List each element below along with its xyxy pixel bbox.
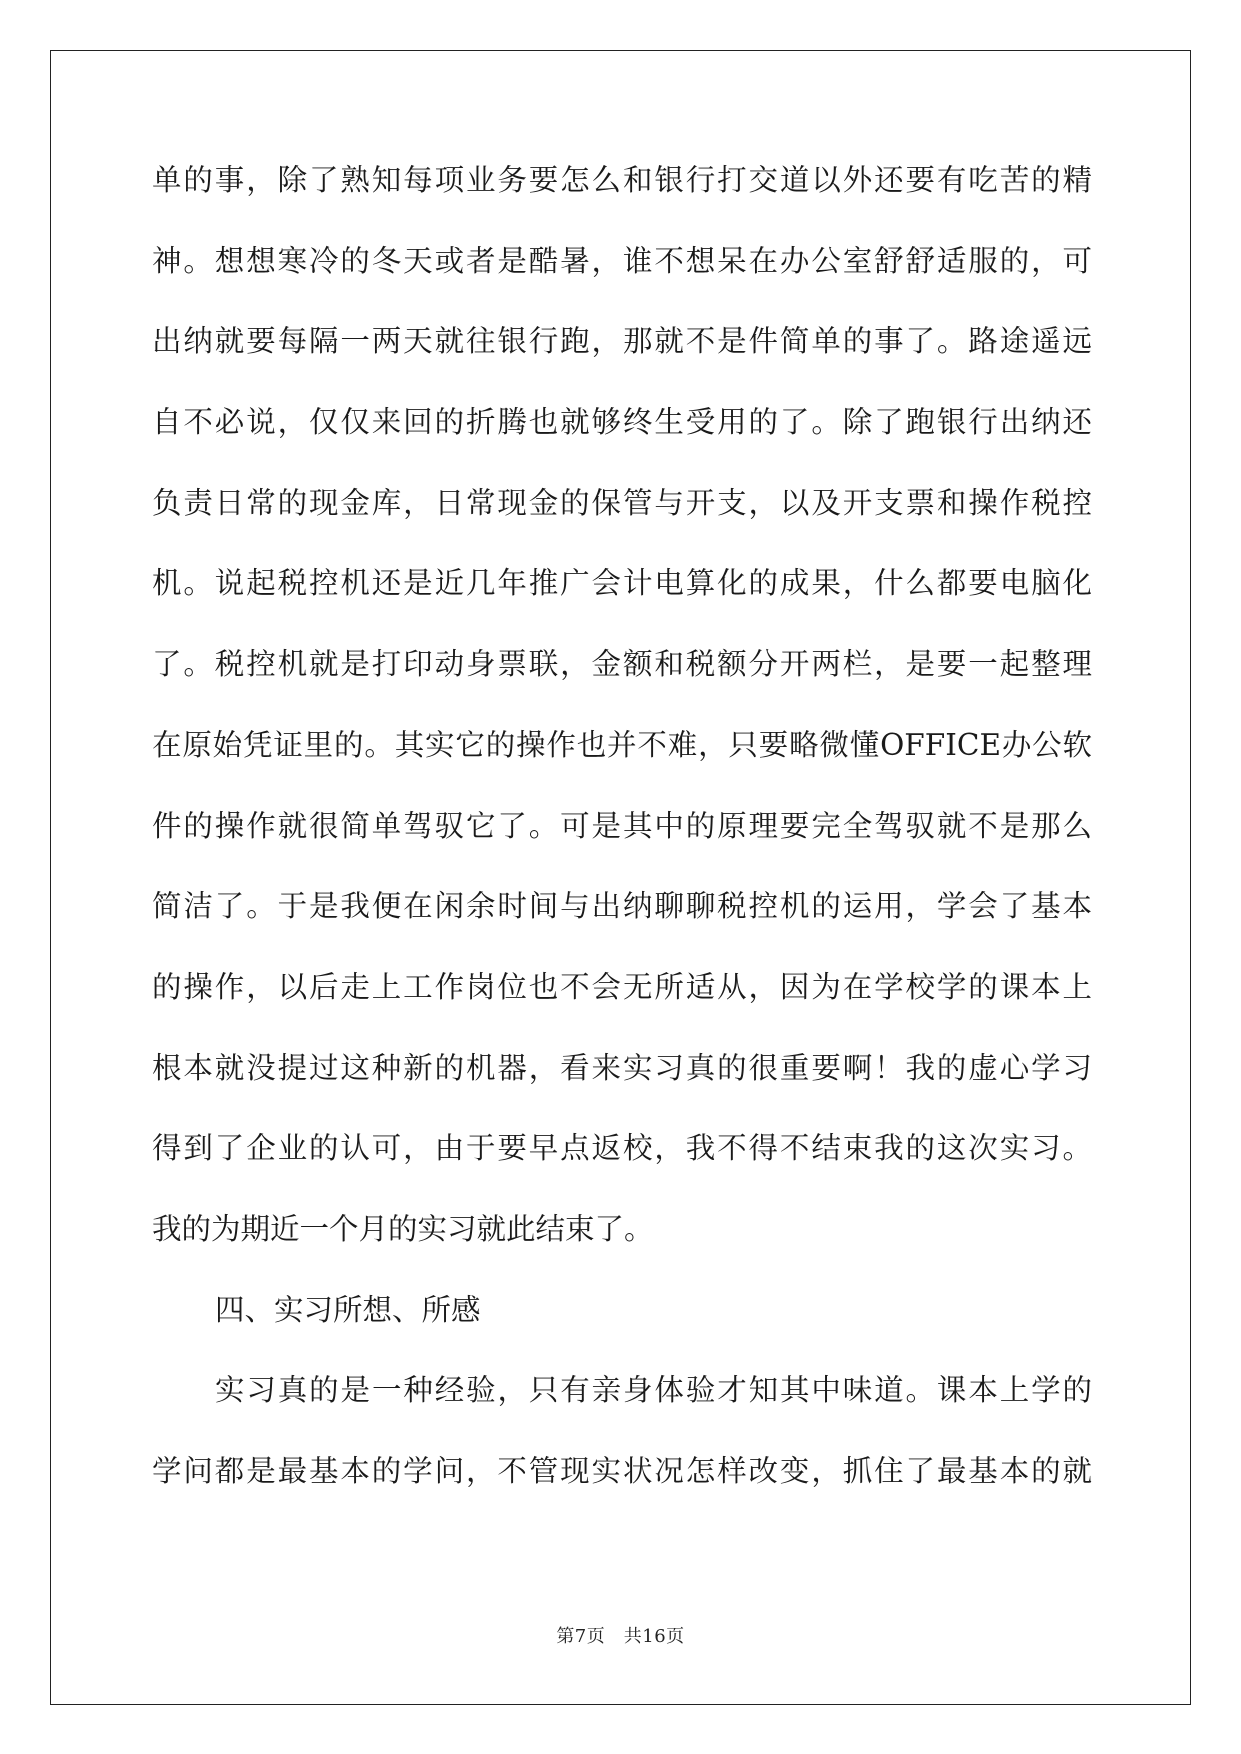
section-heading: 四、实习所想、所感 — [215, 1292, 481, 1327]
text-line: 神。想想寒冷的冬天或者是酷暑，谁不想呆在办公室舒舒适服的，可 — [152, 243, 1092, 278]
text-line: 我的为期近一个月的实习就此结束了。 — [152, 1211, 654, 1246]
page-number-footer: 第7页 共16页 — [556, 1626, 685, 1647]
text-line: 单的事，除了熟知每项业务要怎么和银行打交道以外还要有吃苦的精 — [152, 163, 1092, 197]
text-line: 的操作，以后走上工作岗位也不会无所适从，因为在学校学的课本上 — [152, 969, 1092, 1004]
text-line: 实习真的是一种经验，只有亲身体验才知其中味道。课本上学的 — [215, 1373, 1092, 1408]
body-text — [152, 160, 1092, 1532]
text-line: 在原始凭证里的。其实它的操作也并不难，只要略微懂OFFICE办公软 — [152, 727, 1092, 762]
text-line: 件的操作就很简单驾驭它了。可是其中的原理要完全驾驭就不是那么 — [152, 808, 1092, 843]
text-line: 简洁了。于是我便在闲余时间与出纳聊聊税控机的运用，学会了基本 — [152, 889, 1092, 924]
text-line: 了。税控机就是打印动身票联，金额和税额分开两栏，是要一起整理 — [152, 647, 1092, 682]
text-line: 机。说起税控机还是近几年推广会计电算化的成果，什么都要电脑化 — [152, 566, 1092, 601]
text-line: 得到了企业的认可，由于要早点返校，我不得不结束我的这次实习。 — [152, 1131, 1092, 1166]
text-line: 学问都是最基本的学问，不管现实状况怎样改变，抓住了最基本的就 — [152, 1454, 1092, 1488]
text-line: 负责日常的现金库，日常现金的保管与开支，以及开支票和操作税控 — [152, 485, 1092, 520]
text-line: 自不必说，仅仅来回的折腾也就够终生受用的了。除了跑银行出纳还 — [152, 405, 1092, 440]
text-line: 根本就没提过这种新的机器，看来实习真的很重要啊！我的虚心学习 — [152, 1050, 1092, 1085]
text-line: 出纳就要每隔一两天就往银行跑，那就不是件简单的事了。路途遥远 — [152, 324, 1092, 359]
